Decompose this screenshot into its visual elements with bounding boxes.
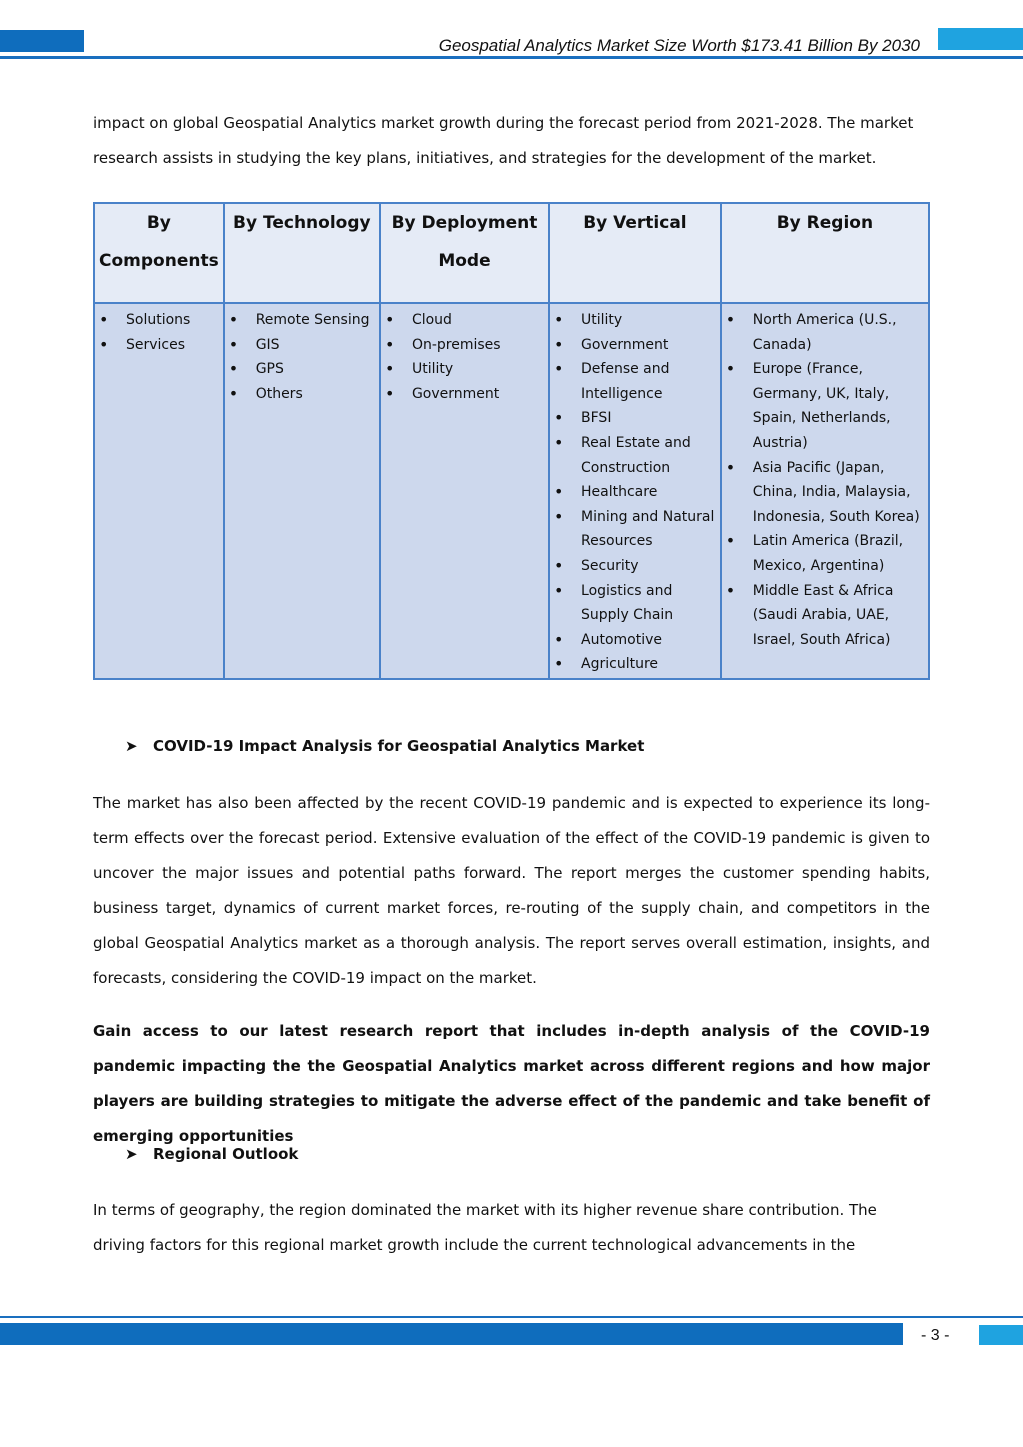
- table-cell-region: [721, 303, 929, 679]
- table-header-cell: By Vertical: [549, 203, 721, 303]
- header-accent-bar-right: [938, 28, 1023, 50]
- table-header-cell: By Deployment Mode: [380, 203, 549, 303]
- list-item: • Healthcare: [550, 480, 720, 505]
- table-cell-vertical: [549, 303, 721, 679]
- table-cell-technology: [224, 303, 380, 679]
- page-number: - 3 -: [921, 1327, 950, 1344]
- document-header-title: Geospatial Analytics Market Size Worth $173.41 Billion By 2030: [438, 36, 920, 55]
- covid-section-heading: [125, 737, 644, 755]
- covid-paragraph: The market has also been affected by the recent COVID-19 pandemic and is expected to experience its long-term effects over the forecast period. Extensive evaluation of the effect of the COVID-19 pandemic is given to uncover the major issues and potential paths forward. The report merges the customer spending habits, business target, dynamics of current market forces, re-routing of the supply chain, and competitors in the global Geospatial Analytics market as a thorough analysis. The report serves overall estimation, insights, and forecasts, considering the COVID-19 impact on the market.: [93, 794, 930, 987]
- table-row: [94, 303, 929, 679]
- list-item: • Government: [550, 333, 720, 358]
- regional-paragraph: In terms of geography, the region dominated the market with its higher revenue share contribution. The driving factors for this regional market growth include the current technological advancements in the: [93, 1201, 877, 1254]
- list-item: • Middle East & Africa (Saudi Arabia, UAE, Israel, South Africa): [722, 579, 928, 653]
- list-item: • Government: [381, 382, 548, 407]
- list-item: • Services: [95, 333, 223, 358]
- segmentation-table: [93, 202, 930, 680]
- list-item: • Asia Pacific (Japan, China, India, Malaysia, Indonesia, South Korea): [722, 456, 928, 530]
- header-accent-bar-left: [0, 30, 84, 52]
- list-item: • GPS: [225, 357, 379, 382]
- list-item: • Europe (France, Germany, UK, Italy, Spain, Netherlands, Austria): [722, 357, 928, 455]
- list-item: • Cloud: [381, 308, 548, 333]
- list-item: • Mining and Natural Resources: [550, 505, 720, 554]
- list-item: • Utility: [381, 357, 548, 382]
- list-item: • GIS: [225, 333, 379, 358]
- list-item: • Defense and Intelligence: [550, 357, 720, 406]
- regional-heading-text: Regional Outlook: [153, 1145, 299, 1163]
- list-item: • Security: [550, 554, 720, 579]
- footer-accent-bar: [0, 1323, 903, 1345]
- table-header-row: [94, 203, 929, 303]
- table-cell-deployment: [380, 303, 549, 679]
- header-rule: [0, 56, 1023, 59]
- list-item: • Automotive: [550, 628, 720, 653]
- list-item: • Logistics and Supply Chain: [550, 579, 720, 628]
- table-cell-components: [94, 303, 224, 679]
- list-item: • Others: [225, 382, 379, 407]
- regional-section-heading: [125, 1145, 298, 1163]
- arrow-bullet-icon: ➤: [125, 737, 138, 755]
- list-item: • North America (U.S., Canada): [722, 308, 928, 357]
- covid-cta-paragraph: Gain access to our latest research report that includes in-depth analysis of the COVID-19 pandemic impacting the the Geospatial Analytics market across different regions and how major players are building strategies to mitigate the adverse effect of the pandemic and take benefit of emerging opportunities: [93, 1022, 930, 1145]
- list-item: • Real Estate and Construction: [550, 431, 720, 480]
- list-item: • On-premises: [381, 333, 548, 358]
- arrow-bullet-icon: ➤: [125, 1145, 138, 1163]
- list-item: • Agriculture: [550, 652, 720, 677]
- table-header-cell: By Region: [721, 203, 929, 303]
- intro-paragraph: impact on global Geospatial Analytics market growth during the forecast period from 2021-2028. The market research assists in studying the key plans, initiatives, and strategies for the development of the market.: [93, 114, 914, 167]
- list-item: • Latin America (Brazil, Mexico, Argentina): [722, 529, 928, 578]
- covid-heading-text: COVID-19 Impact Analysis for Geospatial Analytics Market: [153, 737, 645, 755]
- list-item: • BFSI: [550, 406, 720, 431]
- list-item: • Remote Sensing: [225, 308, 379, 333]
- footer-accent-block: [979, 1325, 1023, 1345]
- list-item: • Solutions: [95, 308, 223, 333]
- footer-rule: [0, 1316, 1023, 1318]
- table-header-cell: By Technology: [224, 203, 380, 303]
- list-item: • Utility: [550, 308, 720, 333]
- table-header-cell: By Components: [94, 203, 224, 303]
